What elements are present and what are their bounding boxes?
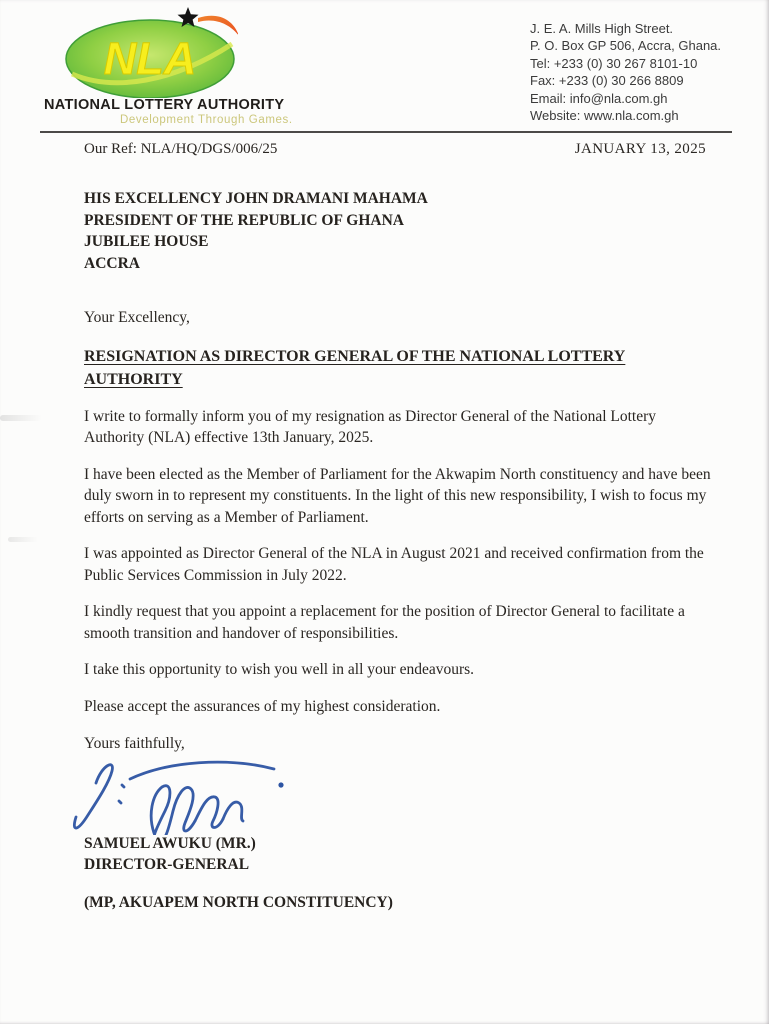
recipient-line: JUBILEE HOUSE [84,233,209,250]
contact-block [530,20,721,124]
recipient-line: PRESIDENT OF THE REPUBLIC OF GHANA [84,211,404,229]
recipient-line: ACCRA [84,254,140,272]
nla-logo [62,6,238,98]
letter-date: JANUARY 13, 2025 [574,141,706,157]
org-name: NATIONAL LOTTERY AUTHORITY [44,97,285,113]
paragraph: I write to formally inform you of my resignation as Director General of the National Lottery Authority (NLA) effective 13th January, 2025. [84,407,657,446]
logo-acronym: NLA [103,33,197,84]
reference-row [84,141,706,158]
signatory-title: DIRECTOR-GENERAL [84,856,250,873]
subject-line: RESIGNATION AS DIRECTOR GENERAL OF THE NATIONAL LOTTERY AUTHORITY [84,347,626,388]
paragraph: I have been elected as the Member of Parliament for the Akwapim North constituency and have been duly sworn in to represent my constituents. In the light of this new responsibility, I wish to focus my efforts on serving as a Member of Parliament. [84,465,711,526]
closing: Yours faithfully, [84,735,185,752]
contact-tel: Tel: +233 (0) 30 267 8101-10 [530,55,698,71]
contact-website: Website: www.nla.com.gh [530,108,679,124]
contact-address-2: P. O. Box GP 506, Accra, Ghana. [530,38,722,54]
salutation: Your Excellency, [84,309,190,326]
paragraph: I kindly request that you appoint a replacement for the position of Director General to facilitate a smooth transition and handover of responsibilities. [84,603,685,642]
paragraph: I was appointed as Director General of the NLA in August 2021 and received confirmation from the Public Services Commission in July 2022. [84,545,704,584]
contact-fax: Fax: +233 (0) 30 266 8809 [530,73,684,89]
scan-artifact [8,537,38,542]
header-divider [40,131,732,133]
our-ref: Our Ref: NLA/HQ/DGS/006/25 [84,141,278,157]
scan-artifact [0,415,42,421]
signatory-name: SAMUEL AWUKU (MR.) [84,834,256,852]
signature [68,751,298,835]
paragraph: I take this opportunity to wish you well in all your endeavours. [84,661,475,678]
contact-email: Email: info@nla.com.gh [530,90,668,106]
signatory-note: (MP, AKUAPEM NORTH CONSTITUENCY) [84,893,393,911]
org-tagline: Development Through Games. [120,114,293,126]
letter-body [84,188,712,913]
recipient-block [84,188,712,274]
recipient-line: HIS EXCELLENCY JOHN DRAMANI MAHAMA [84,190,428,207]
paragraph: Please accept the assurances of my highest consideration. [84,697,441,715]
contact-address-1: J. E. A. Mills High Street. [530,21,674,36]
